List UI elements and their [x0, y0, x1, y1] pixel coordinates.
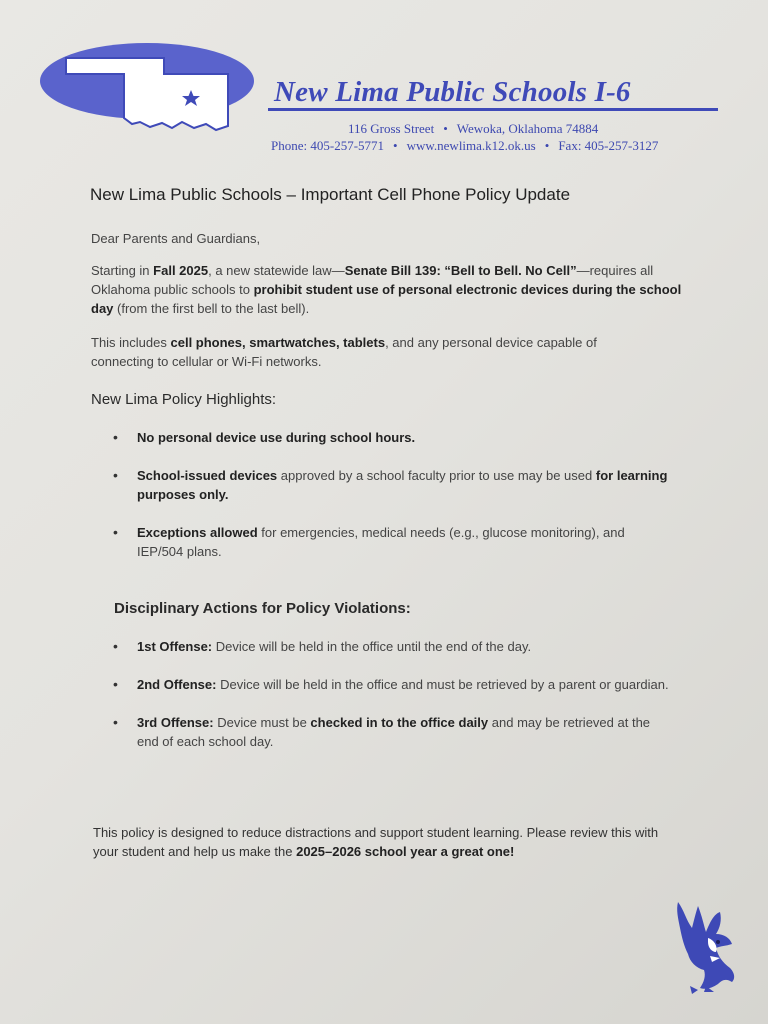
- list-item: • No personal device use during school hours.: [113, 428, 673, 447]
- city-state-zip: Wewoka, Oklahoma 74884: [456, 121, 599, 136]
- includes-paragraph: This includes cell phones, smartwatches, tablets, and any personal device capable of connecting to cellular or Wi-Fi networks.: [91, 335, 597, 369]
- highlights-list: [113, 428, 673, 561]
- list-item: • Exceptions allowed for emergencies, medical needs (e.g., glucose monitoring), and IEP/504 plans.: [113, 523, 673, 561]
- list-item: • School-issued devices approved by a school faculty prior to use may be used for learning purposes only.: [113, 466, 673, 504]
- eagle-mascot-icon: [672, 898, 740, 994]
- street-address: 116 Gross Street: [348, 121, 435, 136]
- website: www.newlima.k12.ok.us: [406, 138, 536, 153]
- list-item: • 1st Offense: Device will be held in the office until the end of the day.: [113, 637, 673, 656]
- intro-paragraph: Starting in Fall 2025, a new statewide law—Senate Bill 139: “Bell to Bell. No Cell”—requires all Oklahoma public schools to prohibit student use of personal electronic devices during the school day (from the first bell to the last bell).: [91, 263, 682, 316]
- list-item: • 2nd Offense: Device will be held in the office and must be retrieved by a parent or guardian.: [113, 675, 673, 694]
- discipline-heading: Disciplinary Actions for Policy Violations:: [114, 600, 411, 617]
- header-rule: [268, 108, 718, 111]
- oklahoma-logo-icon: [40, 38, 272, 138]
- phone-number: Phone: 405-257-5771: [271, 138, 385, 153]
- school-name: New Lima Public Schools I-6: [274, 76, 631, 108]
- letterhead: [40, 38, 730, 158]
- document-title: New Lima Public Schools – Important Cell Phone Policy Update: [90, 185, 571, 204]
- list-item: • 3rd Offense: Device must be checked in to the office daily and may be retrieved at the end of each school day.: [113, 713, 673, 751]
- greeting: Dear Parents and Guardians,: [91, 231, 261, 246]
- closing-paragraph: This policy is designed to reduce distractions and support student learning. Please review this with your student and help us make the 2025–2026 school year a great one!: [93, 825, 659, 859]
- discipline-list: [113, 637, 673, 751]
- address-line: 116 Gross Street • Wewoka, Oklahoma 74884: [348, 121, 599, 136]
- highlights-heading: New Lima Policy Highlights:: [91, 391, 277, 408]
- fax-number: Fax: 405-257-3127: [558, 138, 659, 153]
- contact-line: Phone: 405-257-5771 • www.newlima.k12.ok.us • Fax: 405-257-3127: [271, 138, 659, 153]
